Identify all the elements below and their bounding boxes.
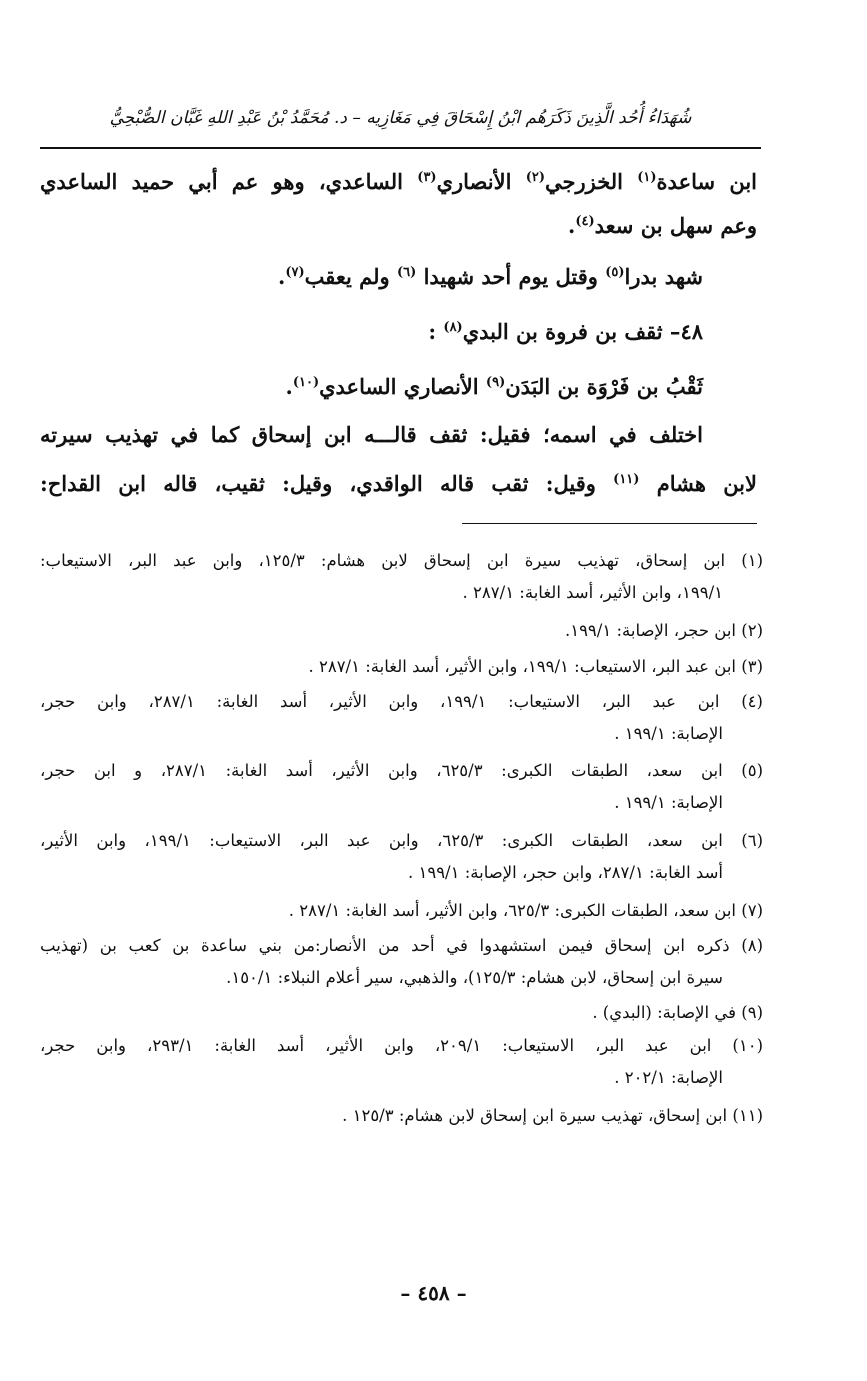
footnote-marker[interactable]: (٨) xyxy=(443,320,463,335)
footnote-marker[interactable]: (٤) xyxy=(575,214,595,229)
footnote-marker[interactable]: (٢) xyxy=(525,170,545,185)
section-heading xyxy=(40,308,757,356)
footnote-marker[interactable]: (٥) xyxy=(605,265,625,280)
footnote-3: (٣) ابن عبد البر، الاستيعاب: ١٩٩/١، وابن الأثير، أسد الغابة: ٢٨٧/١ . xyxy=(308,657,763,676)
footnote-marker[interactable]: (١٠) xyxy=(292,375,320,390)
footnote-marker[interactable]: (٩) xyxy=(485,375,506,390)
footnote-8-cont: سيرة ابن إسحاق، لابن هشام: ١٢٥/٣)، والذهبي، سير أعلام النبلاء: ١٥٠/١. xyxy=(226,968,723,987)
footnote-5-cont: الإصابة: ١٩٩/١ . xyxy=(614,793,723,812)
footnote-2: (٢) ابن حجر، الإصابة: ١٩٩/١. xyxy=(564,621,763,640)
footnote-5: (٥) ابن سعد، الطبقات الكبرى: ٦٢٥/٣، وابن الأثير، أسد الغابة: ٢٨٧/١، و ابن حجر، xyxy=(40,761,763,780)
footnote-marker[interactable]: (٣) xyxy=(417,170,437,185)
text-fragment: الخزرجي xyxy=(544,169,638,194)
text-fragment: شهد بدرا xyxy=(624,264,703,289)
footnote-4-cont: الإصابة: ١٩٩/١ . xyxy=(614,724,723,743)
text-fragment: . xyxy=(278,264,286,289)
footnote-1-cont: ١٩٩/١، وابن الأثير، أسد الغابة: ٢٨٧/١ . xyxy=(462,583,723,602)
footnote-10-cont: الإصابة: ٢٠٢/١ . xyxy=(614,1068,723,1087)
main-line-1 xyxy=(40,158,757,206)
footnote-marker[interactable]: (١) xyxy=(637,170,657,185)
footnote-6: (٦) ابن سعد، الطبقات الكبرى: ٦٢٥/٣، وابن عبد البر، الاستيعاب: ١٩٩/١، وابن الأثير، xyxy=(40,831,763,850)
text-fragment: وعم سهل بن سعد xyxy=(594,213,757,238)
footnote-marker[interactable]: (٧) xyxy=(285,265,305,280)
text-fragment: وقيل: ثقب قاله الواقدي، وقيل: ثقيب، قاله ابن القداح: xyxy=(40,471,614,496)
footnote-9: (٩) في الإصابة: (البدي) . xyxy=(592,1003,763,1022)
text-fragment: ثَقْبُ بن فَرْوَة بن البَدَن xyxy=(505,374,703,399)
main-line-2 xyxy=(40,202,757,250)
paragraph-line-2 xyxy=(40,460,757,508)
paragraph-line-1: اختلف في اسمه؛ فقيل: ثقف قالـــه ابن إسحاق كما في تهذيب سيرته xyxy=(40,422,703,447)
text-fragment: . xyxy=(568,213,576,238)
footnote-11: (١١) ابن إسحاق، تهذيب سيرة ابن إسحاق لابن هشام: ١٢٥/٣ . xyxy=(342,1106,763,1125)
text-fragment: لابن هشام xyxy=(639,471,757,496)
text-fragment: ابن ساعدة xyxy=(656,169,757,194)
footnote-1: (١) ابن إسحاق، تهذيب سيرة ابن إسحاق لابن هشام: ١٢٥/٣، وابن عبد البر، الاستيعاب: xyxy=(40,551,763,570)
footnote-rule xyxy=(462,523,757,524)
header-rule xyxy=(40,147,761,149)
main-line-3 xyxy=(40,253,757,301)
footnote-8: (٨) ذكره ابن إسحاق فيمن استشهدوا في أحد من الأنصار:من بني ساعدة بن كعب بن (تهذيب xyxy=(40,936,763,955)
text-fragment: . xyxy=(285,374,293,399)
name-line xyxy=(40,363,757,411)
page-number: – ٤٥٨ – xyxy=(400,1281,467,1305)
text-fragment: الساعدي، وهو عم أبي حميد الساعدي xyxy=(40,169,418,194)
footnote-7: (٧) ابن سعد، الطبقات الكبرى: ٦٢٥/٣، وابن الأثير، أسد الغابة: ٢٨٧/١ . xyxy=(288,901,763,920)
text-fragment: : xyxy=(428,319,444,344)
footnote-6-cont: أسد الغابة: ٢٨٧/١، وابن حجر، الإصابة: ١٩٩/١ . xyxy=(407,863,723,882)
footnote-10: (١٠) ابن عبد البر، الاستيعاب: ٢٠٩/١، وابن الأثير، أسد الغابة: ٢٩٣/١، وابن حجر، xyxy=(40,1036,763,1055)
footnote-4: (٤) ابن عبد البر، الاستيعاب: ١٩٩/١، وابن الأثير، أسد الغابة: ٢٨٧/١، وابن حجر، xyxy=(40,692,763,711)
text-fragment: وقتل يوم أحد شهيدا xyxy=(416,264,606,289)
running-header: شُهَدَاءُ أُحُد الَّذِينَ ذَكَرَهُم ابْنُ إِسْحَاقَ فِي مَغَازِيه – د. مُحَمَّدُ بْنُ عَبْدِ اللهِ غَبَّان الصُّبْحِيُّ xyxy=(109,108,692,128)
footnote-marker[interactable]: (٦) xyxy=(396,265,417,280)
text-fragment: الأنصاري الساعدي xyxy=(319,374,486,399)
text-fragment: ولم يعقب xyxy=(304,264,397,289)
text-fragment: ٤٨– ثقف بن فروة بن البدي xyxy=(462,319,703,344)
text-fragment: الأنصاري xyxy=(436,169,526,194)
footnote-marker[interactable]: (١١) xyxy=(613,472,640,487)
